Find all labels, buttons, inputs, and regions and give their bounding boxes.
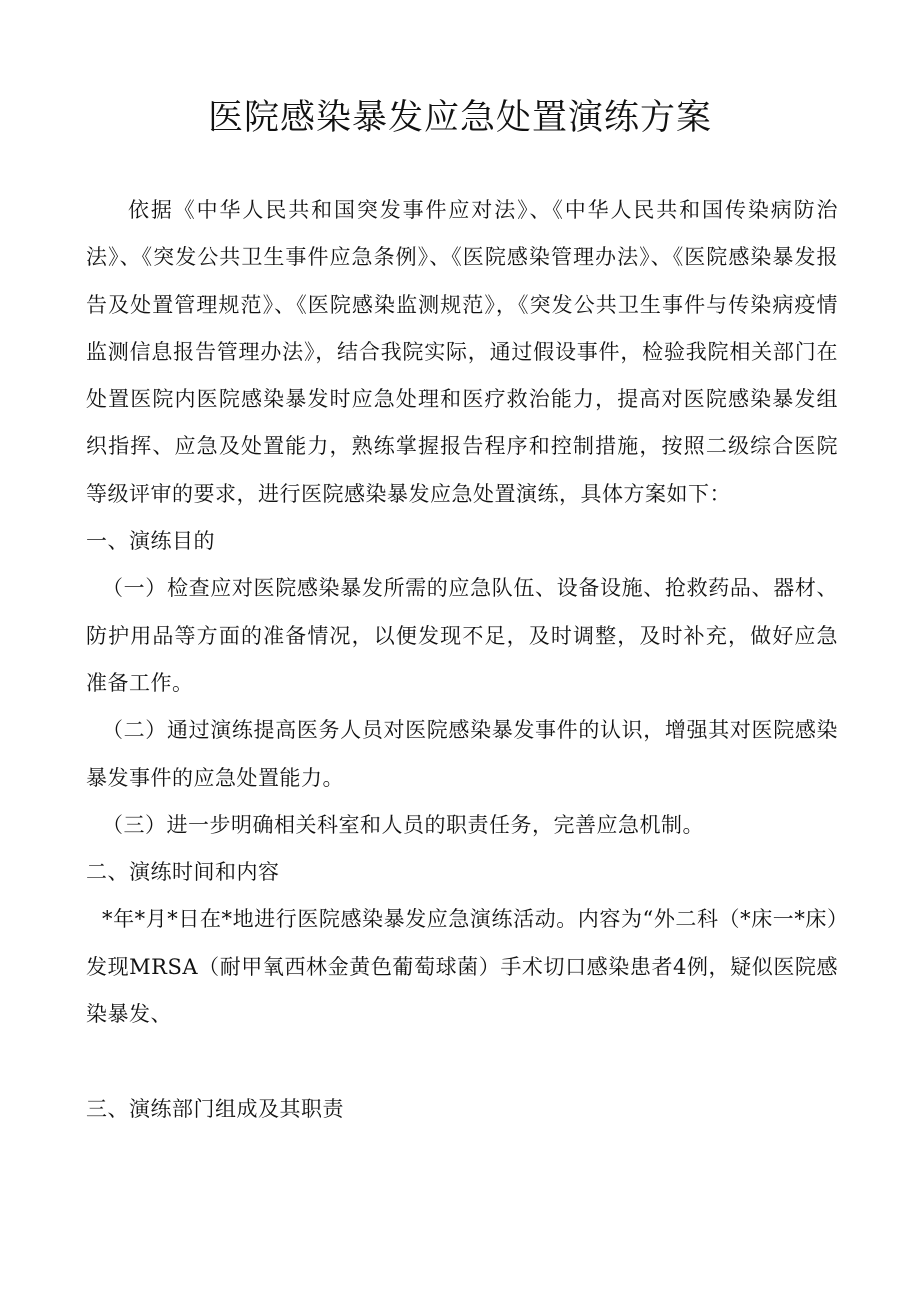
document-title: 医院感染暴发应急处置演练方案 — [207, 98, 712, 138]
section-2-heading: 二、演练时间和内容 — [86, 860, 280, 885]
section-1-item-2: （二）通过演练提高医务人员对医院感染暴发事件的认识，增强其对医院感染暴发事件的应急处置能力。 — [86, 718, 838, 790]
section-1-heading: 一、演练目的 — [86, 529, 215, 554]
section-1-item-1: （一）检查应对医院感染暴发所需的应急队伍、设备设施、抢救药品、器材、防护用品等方面的准备情况，以便发现不足，及时调整，及时补充，做好应急准备工作。 — [86, 576, 838, 695]
section-3-heading: 三、演练部门组成及其职责 — [86, 1097, 344, 1122]
section-2-paragraph: *年*月*日在*地进行医院感染暴发应急演练活动。内容为“外二科（*床一*床）发现MRSA（耐甲氧西林金黄色葡萄球菌）手术切口感染患者4例，疑似医院感染暴发、 — [86, 907, 838, 1027]
intro-paragraph: 依据《中华人民共和国突发事件应对法》、《中华人民共和国传染病防治法》、《突发公共卫生事件应急条例》、《医院感染管理办法》、《医院感染暴发报告及处置管理规范》、《医院感染监测规范》，《突发公共卫生事件与传染病疫情监测信息报告管理办法》，结合我院实际，通过假设事件，检验我院相关部门在处置医院内医院感染暴发时应急处理和医疗救治能力，提高对医院感染暴发组织指挥、应急及处置能力，熟练掌握报告程序和控制措施，按照二级综合医院等级评审的要求，进行医院感染暴发应急处置演练，具体方案如下： — [86, 198, 838, 506]
section-1-item-3: （三）进一步明确相关科室和人员的职责任务，完善应急机制。 — [102, 812, 704, 837]
document-body — [86, 187, 838, 1134]
